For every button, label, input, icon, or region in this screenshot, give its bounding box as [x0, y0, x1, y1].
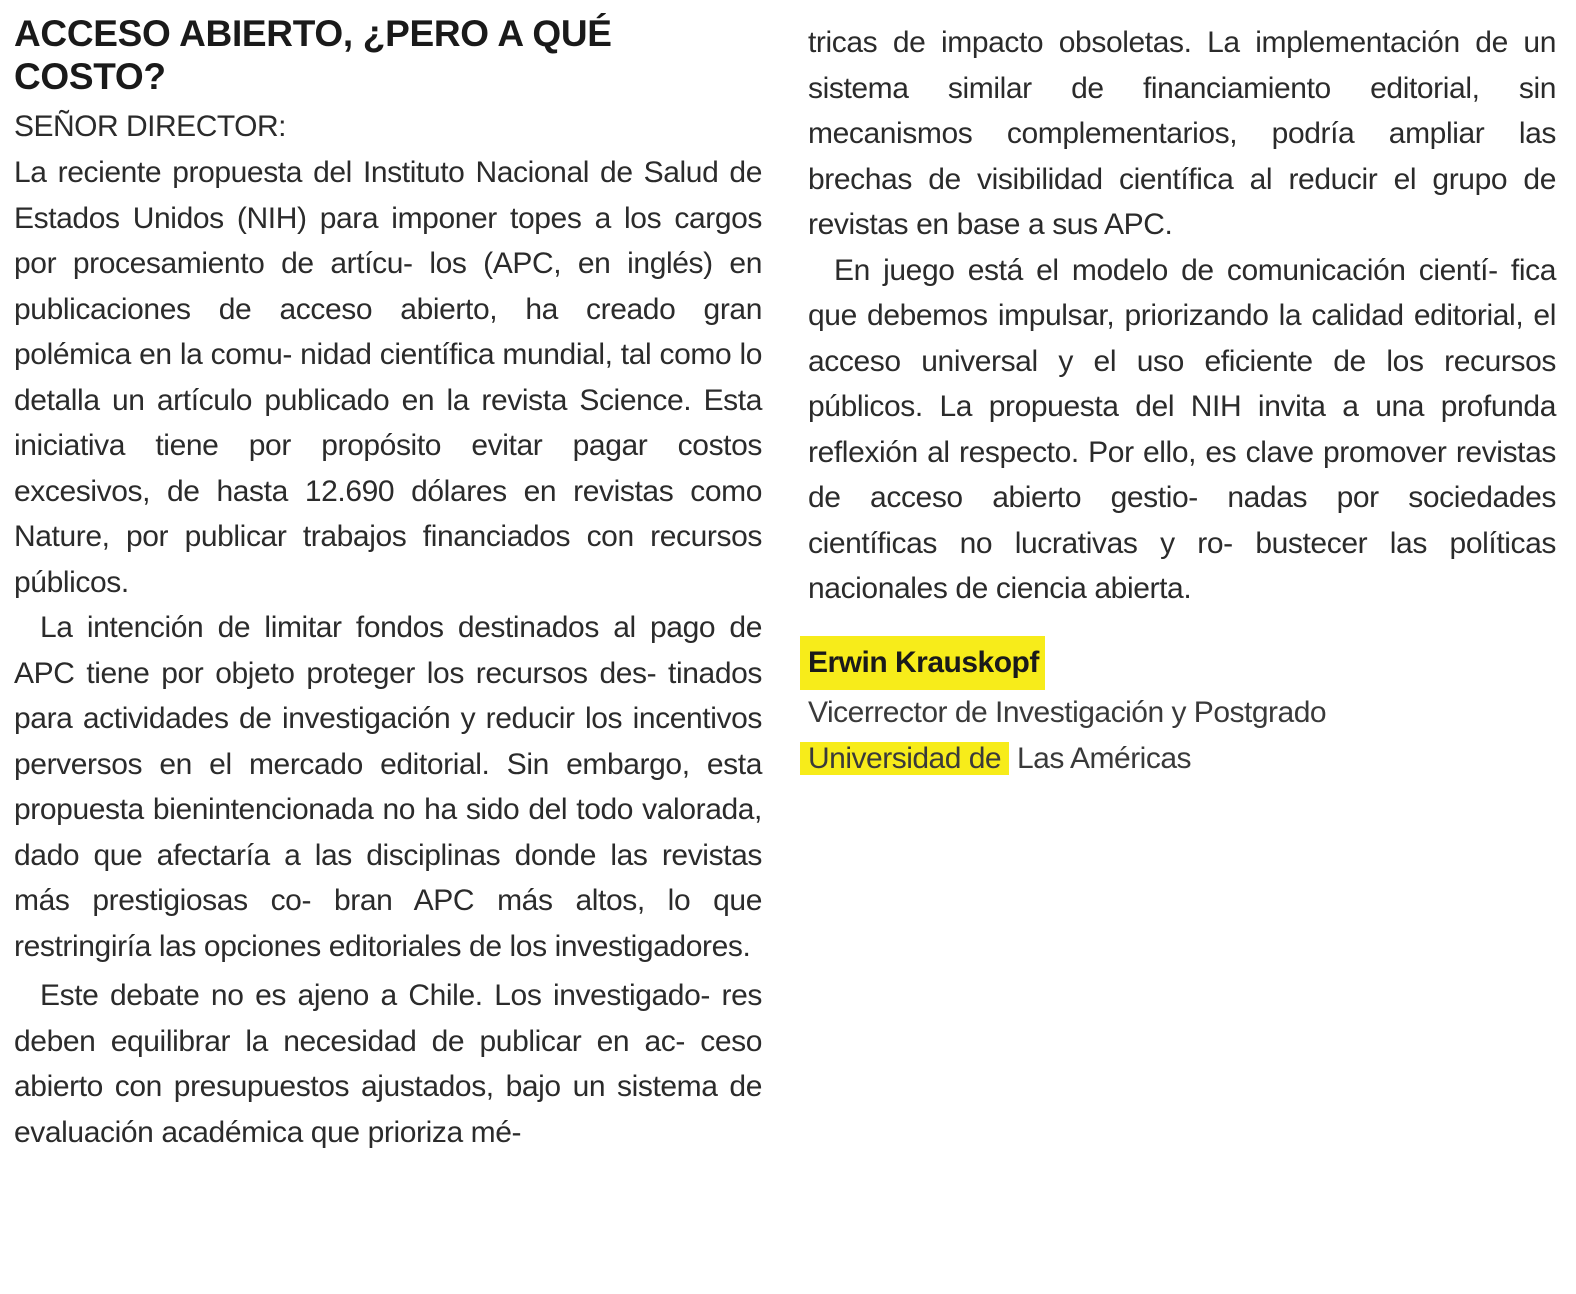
right-column [808, 20, 1556, 612]
paragraph-3: Este debate no es ajeno a Chile. Los investigado- res deben equilibrar la necesidad de publicar en ac- ceso abierto con presupuestos ajustados, bajo un sistema de evaluación académica que prioriza mé- [14, 979, 762, 1149]
author-name: Erwin Krauskopf [800, 636, 1045, 690]
paragraph-3-continued: tricas de impacto obsoletas. La implementación de un sistema similar de financiamiento editorial, sin mecanismos complementarios, podría ampliar las brechas de visibilidad científica al reducir el grupo de revistas en base a sus APC. [808, 26, 1556, 241]
headline-line1: ACCESO ABIERTO, ¿PERO A QUÉ [14, 13, 612, 54]
author-title: Vicerrector de Investigación y Postgrado [808, 696, 1327, 729]
headline-line2: COSTO? [14, 56, 166, 97]
paragraph-2: La intención de limitar fondos destinados al pago de APC tiene por objeto proteger los recursos des- tinados para actividades de investigación y reducir los incentivos perversos en el mercado editorial. Sin embargo, esta propuesta bienintencionada no ha sido del todo valorada, dado que afectaría a las disciplinas donde las revistas más prestigiosas co- bran APC más altos, lo que restringiría las opciones editoriales de los investigadores. [14, 611, 762, 963]
headline [14, 12, 762, 98]
author-institution [800, 736, 1326, 782]
paragraph-4: En juego está el modelo de comunicación cientí- fica que debemos impulsar, priorizando la calidad editorial, el acceso universal y el uso eficiente de los recursos públicos. La propuesta del NIH invita a una profunda reflexión al respecto. Por ello, es clave promover revistas de acceso abierto gestio- nadas por sociedades científicas no lucrativas y ro- bustecer las políticas nacionales de ciencia abierta. [808, 253, 1556, 605]
institution-highlighted-part: Universidad de [800, 742, 1009, 775]
signature-block [800, 636, 1326, 782]
paragraph-1: La reciente propuesta del Instituto Nacional de Salud de Estados Unidos (NIH) para imponer topes a los cargos por procesamiento de artícu- los (APC, en inglés) en publicaciones de acceso abierto, ha creado gran polémica en la comu- nidad científica mundial, tal como lo detalla un artículo publicado en la revista Science. Esta iniciativa tiene por propósito evitar pagar costos excesivos, de hasta 12.690 dólares en revistas como Nature, por publicar trabajos financiados con recursos públicos. [14, 156, 762, 599]
institution-rest: Las Américas [1009, 742, 1192, 775]
left-column [14, 12, 762, 1155]
salutation: SEÑOR DIRECTOR: [14, 110, 286, 143]
